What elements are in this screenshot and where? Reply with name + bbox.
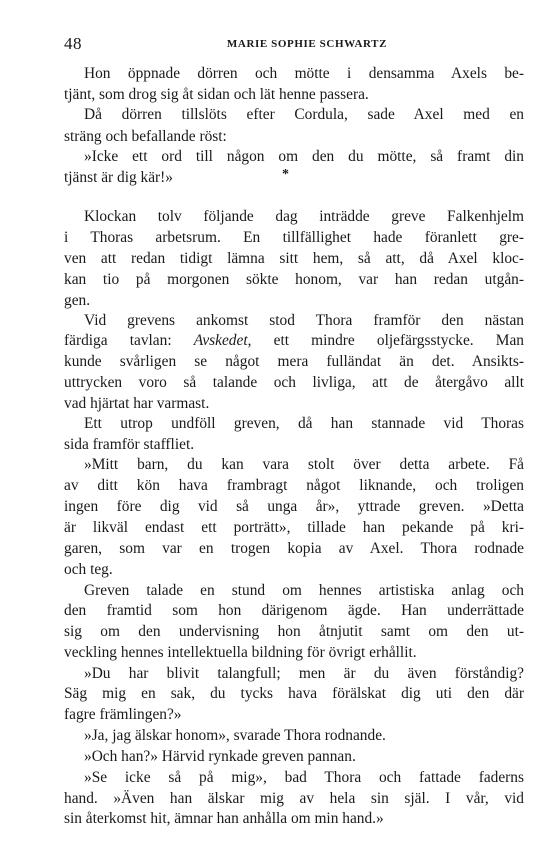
text-line: färdiga tavlan: Avskedet, ett mindre oljefärgsstycke. Man — [64, 332, 524, 349]
text-line: av ditt kön hava frambragt något liknande, och troligen — [64, 477, 524, 494]
text-line: gen. — [64, 292, 91, 309]
text-line: och teg. — [64, 561, 113, 578]
text-line: Hon öppnade dörren och mötte i densamma Axels be- — [84, 65, 524, 82]
text-line: sträng och befallande röst: — [64, 128, 227, 145]
text-line: den framtid som hon därigenom ägde. Han underrättade — [64, 602, 524, 619]
text-line: »Icke ett ord till någon om den du mötte, så framt din — [84, 148, 524, 165]
text-line: hand. »Även han älskar mig av hela sin själ. I vår, vid — [64, 790, 524, 807]
text-line: tjänst är dig kär!» — [64, 169, 173, 186]
text-line: sig om den undervisning hon åtnjutit samt om den ut- — [64, 623, 524, 640]
text-line: sida framför staffliet. — [64, 436, 195, 453]
text-line: Greven talade en stund om hennes artistiska anlag och — [84, 582, 524, 599]
page-header — [64, 34, 524, 54]
text-line: »Se icke så på mig», bad Thora och fattade faderns — [84, 769, 524, 786]
text-line: veckling hennes intellektuella bildning för övrigt erhållit. — [64, 644, 417, 661]
text-line: »Mitt barn, du kan vara stolt över detta arbete. Få — [84, 456, 524, 473]
text-line: tjänt, som drog sig åt sidan och lät henne passera. — [64, 86, 369, 103]
text-line: uttrycken voro så talande och livliga, att de återgåvo allt — [64, 374, 524, 391]
text-line: ingen före dig vid så unga år», yttrade greven. »Detta — [64, 498, 524, 515]
text-line: »Och han?» Härvid rynkade greven pannan. — [84, 748, 356, 765]
text-line: Klockan tolv följande dag inträdde greve Falkenhjelm — [84, 208, 524, 225]
text-line: kunde svårligen se något mera fulländat än det. Ansikts- — [64, 353, 524, 370]
text-line: garen, som var en trogen kopia av Axel. Thora rodnade — [64, 540, 524, 557]
text-line: Ett utrop undföll greven, då han stannade vid Thoras — [84, 415, 524, 432]
text-line: Vid grevens ankomst stod Thora framför den nästan — [84, 312, 524, 329]
text-line: vad hjärtat har varmast. — [64, 395, 210, 412]
text-line: är likväl endast ett porträtt», tillade han pekande på kri- — [64, 519, 524, 536]
running-title: MARIE SOPHIE SCHWARTZ — [226, 38, 388, 50]
text-line: »Du har blivit talangfull; men är du även förståndig? — [84, 665, 524, 682]
page-number: 48 — [64, 34, 82, 53]
section-separator: * — [282, 167, 289, 182]
text-line: fagre främlingen?» — [64, 706, 182, 723]
text-line: i Thoras arbetsrum. En tillfällighet hade föranlett gre- — [64, 229, 524, 246]
text-line: ven att redan tidigt lämna sitt hem, så att, då Axel kloc- — [64, 250, 524, 267]
text-line: Då dörren tillslöts efter Cordula, sade Axel med en — [84, 106, 524, 123]
text-line: sin återkomst hit, ämnar han anhålla om min hand.» — [64, 810, 384, 827]
text-line: Säg mig en sak, du tycks hava förälskat dig uti den där — [64, 685, 524, 702]
text-line: »Ja, jag älskar honom», svarade Thora rodnande. — [84, 727, 386, 744]
text-line: kan tio på morgonen sökte honom, var han redan utgån- — [64, 271, 524, 288]
